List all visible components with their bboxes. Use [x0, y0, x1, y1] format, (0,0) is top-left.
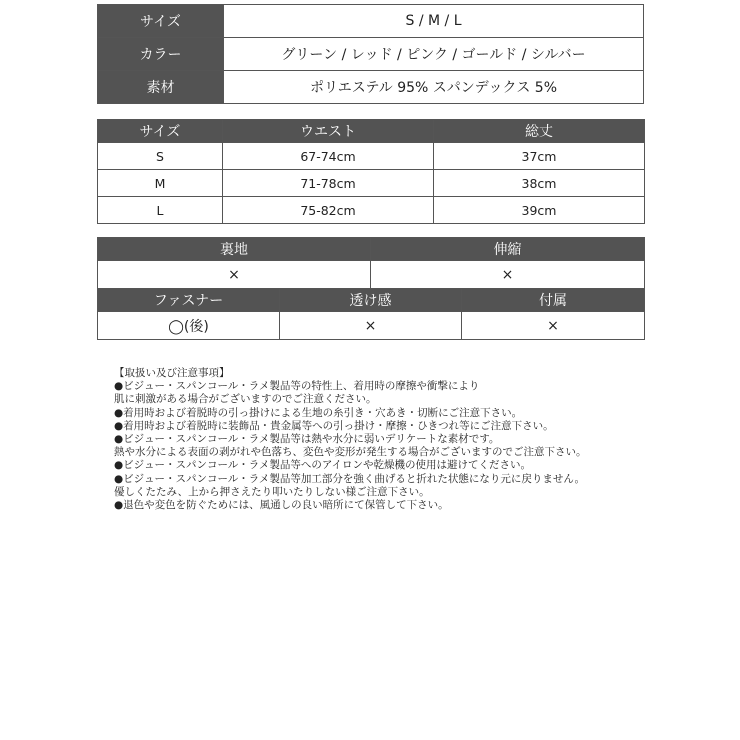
note-line: ●ビジュー・スパンコール・ラメ製品等へのアイロンや乾燥機の使用は避けてください。	[114, 459, 531, 472]
care-notes	[114, 367, 634, 512]
column-header: 付属	[462, 289, 645, 312]
spec-label: サイズ	[98, 5, 224, 38]
note-line: ●着用時および着脱時の引っ掛けによる生地の糸引き・穴あき・切断にご注意下さい。	[114, 406, 523, 419]
spec-label: 素材	[98, 71, 224, 104]
note-line: 肌に刺激がある場合がございますのでご注意ください。	[114, 393, 377, 406]
feature-value: ×	[98, 261, 371, 289]
size-table	[97, 119, 645, 224]
table-cell: 37cm	[434, 143, 645, 170]
feature-value: ×	[371, 261, 645, 289]
note-line: 熱や水分による表面の剥がれや色落ち、変色や変形が発生する場合がございますのでご注意下さい。	[114, 446, 587, 459]
note-line: ●ビジュー・スパンコール・ラメ製品等は熱や水分に弱いデリケートな素材です。	[114, 433, 500, 446]
notes-heading: 【取扱い及び注意事項】	[114, 367, 230, 379]
column-header: ウエスト	[223, 120, 434, 143]
features-header-row	[98, 289, 645, 312]
note-line: ●ビジュー・スパンコール・ラメ製品等加工部分を強く曲げると折れた状態になり元に戻りません。	[114, 472, 586, 485]
table-cell: 67-74cm	[223, 143, 434, 170]
table-cell: M	[98, 170, 223, 197]
size-table-header	[98, 120, 645, 143]
table-cell: 71-78cm	[223, 170, 434, 197]
feature-value: ×	[280, 312, 462, 340]
note-line: ●退色や変色を防ぐためには、風通しの良い暗所にて保管して下さい。	[114, 499, 449, 512]
column-header: 伸縮	[371, 238, 645, 261]
column-header: サイズ	[98, 120, 223, 143]
table-cell: 75-82cm	[223, 197, 434, 224]
features-value-row	[98, 261, 645, 289]
spec-label: カラー	[98, 38, 224, 71]
column-header: 総丈	[434, 120, 645, 143]
features-table-fastener-sheer-accessory	[97, 288, 645, 340]
table-row	[98, 197, 645, 224]
table-cell: S	[98, 143, 223, 170]
feature-value: ×	[462, 312, 645, 340]
table-row	[98, 143, 645, 170]
spec-table	[97, 4, 644, 104]
note-line: ●ビジュー・スパンコール・ラメ製品等の特性上、着用時の摩擦や衝撃により	[114, 380, 480, 393]
feature-value: ◯(後)	[98, 312, 280, 340]
features-header-row	[98, 238, 645, 261]
spec-value: ポリエステル 95% スパンデックス 5%	[224, 71, 644, 104]
column-header: 透け感	[280, 289, 462, 312]
column-header: ファスナー	[98, 289, 280, 312]
spec-row-material	[98, 71, 644, 104]
column-header: 裏地	[98, 238, 371, 261]
note-line: ●着用時および着脱時に装飾品・貴金属等への引っ掛け・摩擦・ひきつれ等にご注意下さい。	[114, 419, 554, 432]
features-value-row	[98, 312, 645, 340]
features-table-lining-stretch	[97, 237, 645, 289]
spec-row-size	[98, 5, 644, 38]
table-cell: 38cm	[434, 170, 645, 197]
spec-row-color	[98, 38, 644, 71]
table-cell: 39cm	[434, 197, 645, 224]
table-row	[98, 170, 645, 197]
table-cell: L	[98, 197, 223, 224]
note-line: 優しくたたみ、上から押さえたり叩いたりしない様ご注意下さい。	[114, 485, 430, 498]
spec-value: S / M / L	[224, 5, 644, 38]
spec-value: グリーン / レッド / ピンク / ゴールド / シルバー	[224, 38, 644, 71]
